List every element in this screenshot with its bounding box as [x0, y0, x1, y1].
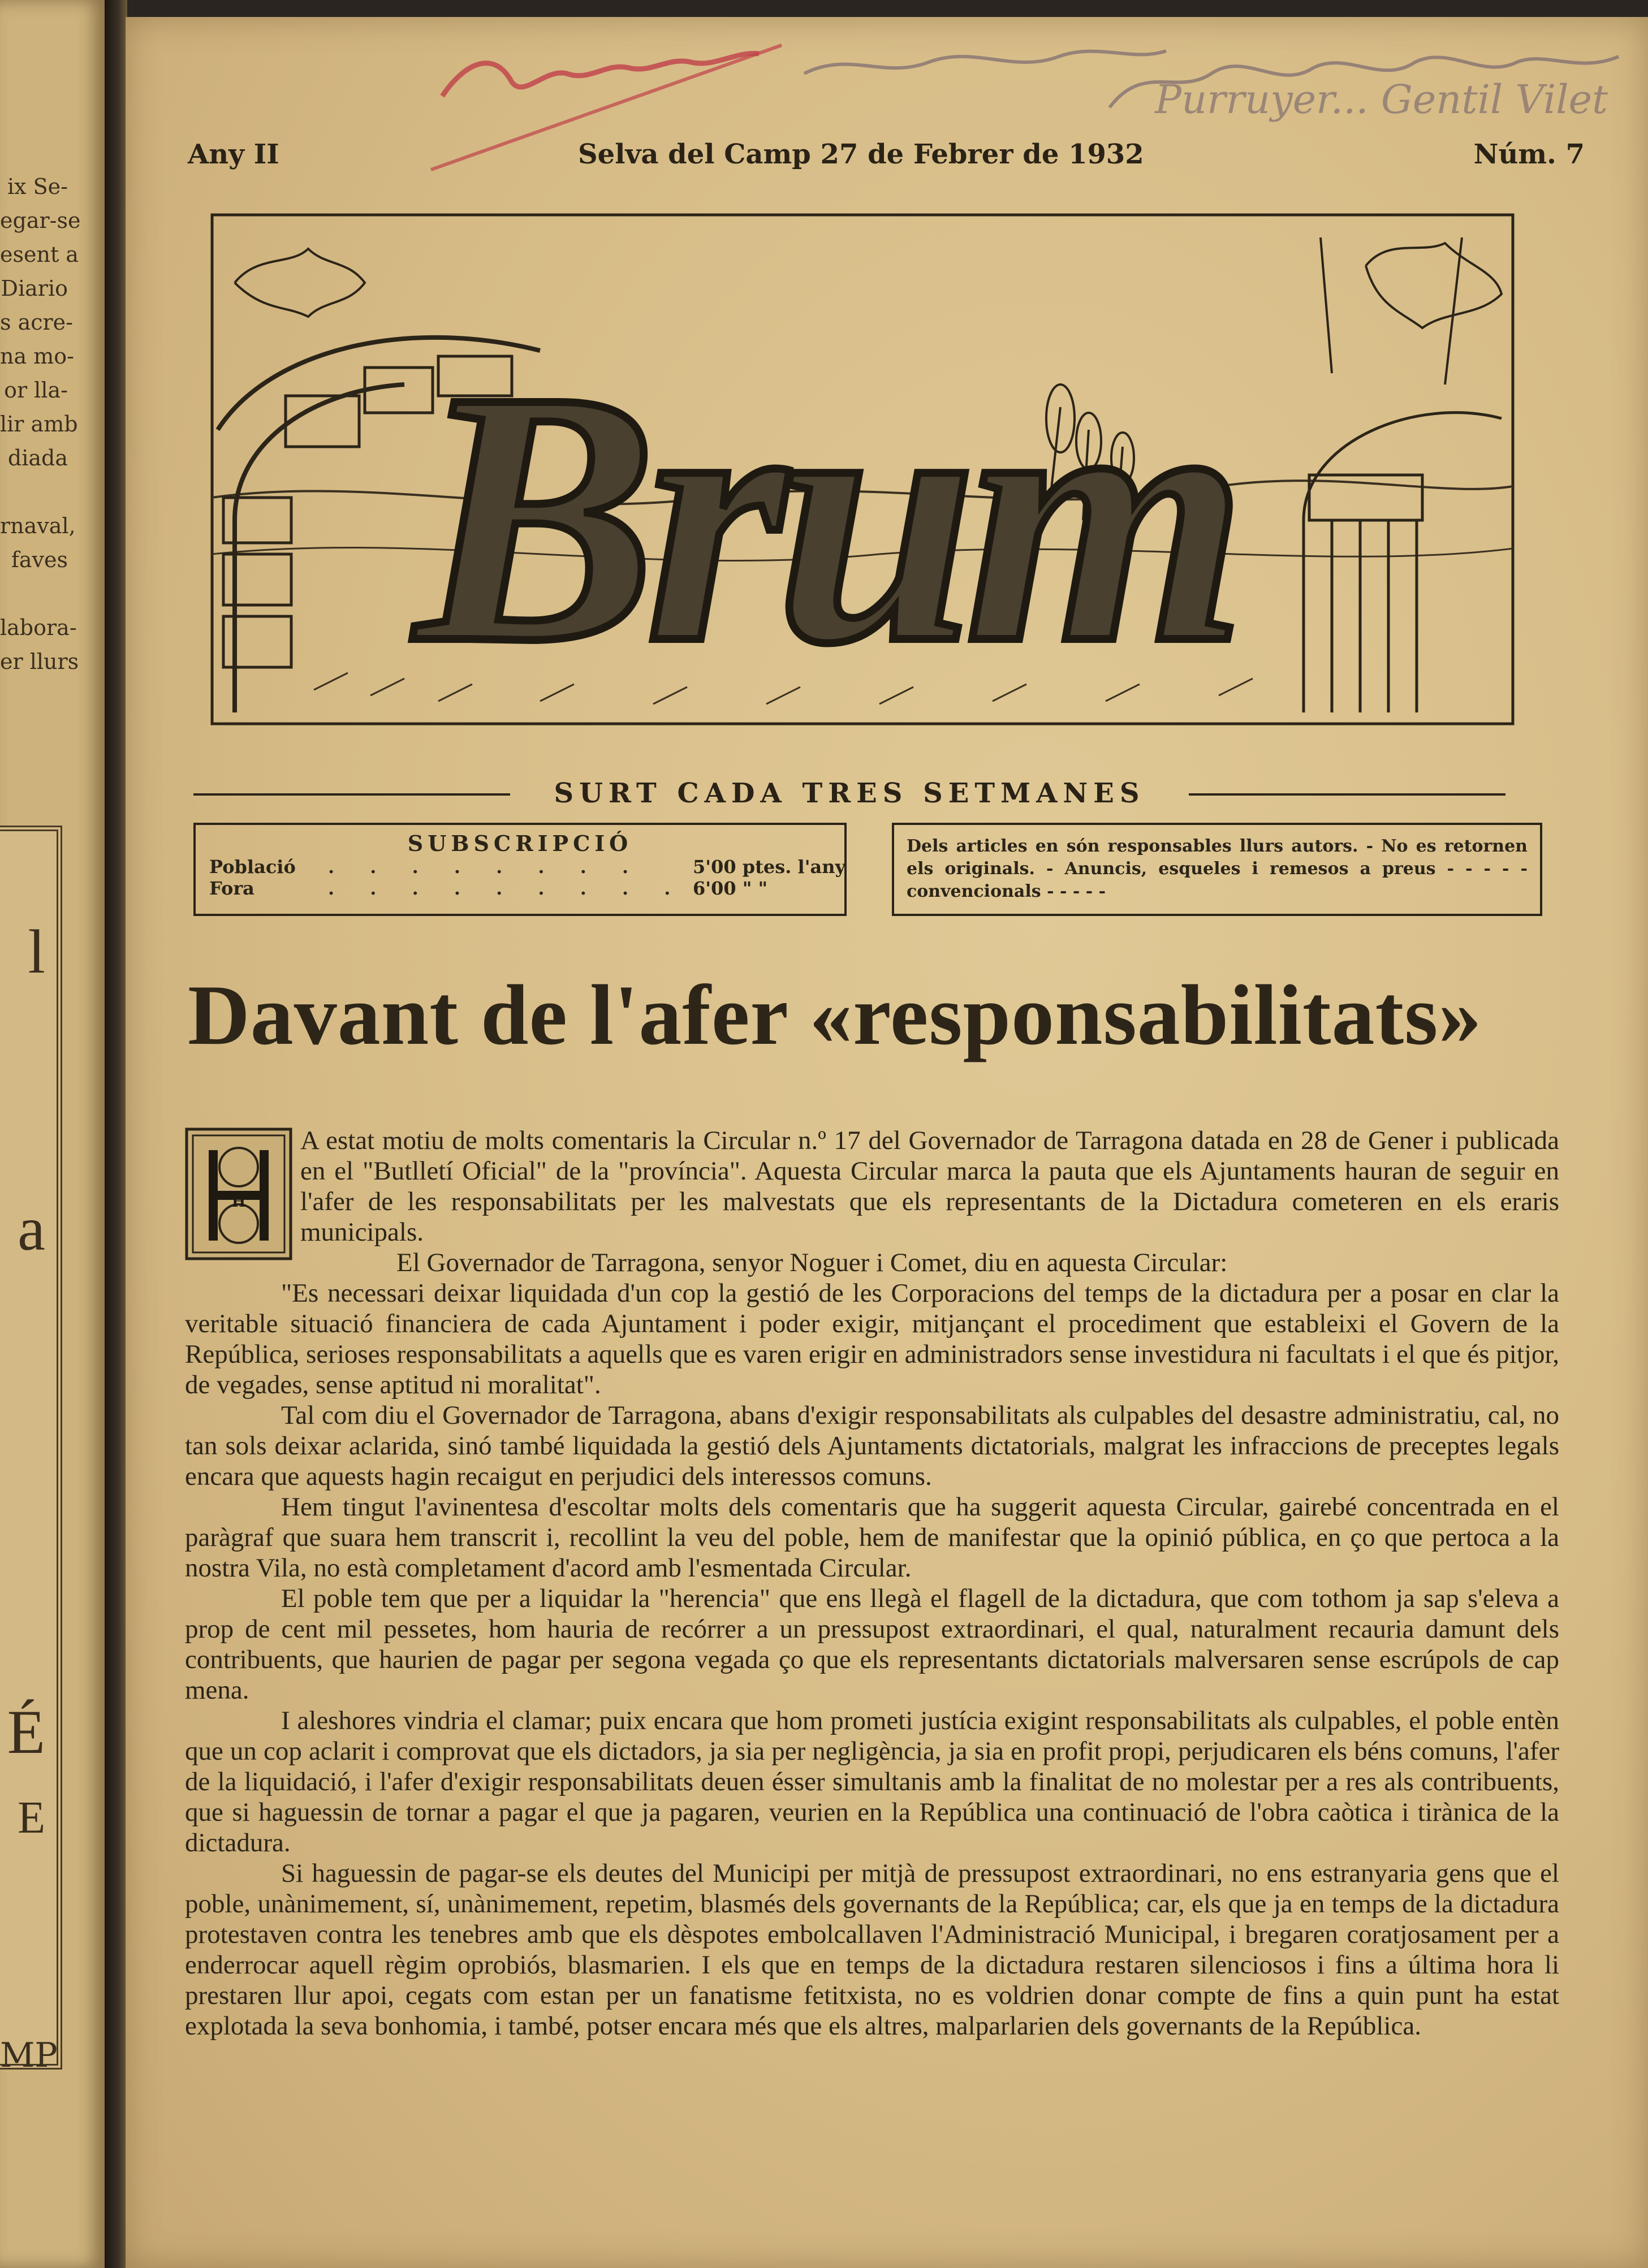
tagline: SURT CADA TRES SETMANES [554, 777, 1145, 809]
tagline-row [193, 777, 1505, 811]
previous-page-line: lir amb [0, 412, 78, 437]
article-paragraph: A estat motiu de molts comentaris la Circular n.º 17 del Governador de Tarragona datada en 28 de Gener i publicada en el "Butlletí Oficial" de la "província". Aquesta Circular marca la pauta que els Ajuntaments hauran de seguir en l'afer de les responsabilitats per les malvestats que els representants de la Dictadura cometeren en els eraris municipals. [300, 1126, 1559, 1247]
article-body [185, 1125, 1559, 2041]
previous-page-line: Diario [1, 276, 68, 301]
previous-page-line: rnaval, [0, 513, 76, 538]
year-label: Any II [188, 139, 279, 170]
ad-glyph: a [18, 1194, 45, 1263]
ad-glyph: E [18, 1793, 45, 1843]
newspaper-page [126, 17, 1648, 2268]
subscription-price: 5'00 ptes. l'any [693, 856, 846, 878]
article-paragraph: "Es necessari deixar liquidada d'un cop la gestió de les Corporacions del temps de la dictadura per a posar en clar la veritable situació financiera de cada Ajuntament i poder exigir, mitjançant el procediment que estableixi el Govern de la República, serioses responsabilitats a aquells que es varen erigir en administradors sense investidura ni facultats i el que és pitjor, de vegades, sense aptitud ni moralitat". [185, 1278, 1559, 1399]
article-paragraph: Tal com diu el Governador de Tarragona, abans d'exigir responsabilitats als culpables del desastre administratiu, cal, no tan sols deixar aclarida, sinó també liquidada la gestió dels Ajuntaments dictatorials, malgrat les infraccions de preceptes legals encara que aquests hagin recaigut en perjudici dels interessos comuns. [185, 1401, 1559, 1491]
place-date: Selva del Camp 27 de Febrer de 1932 [578, 139, 1144, 170]
subscription-row [209, 856, 846, 878]
subscription-price: 6'00 " " [693, 878, 768, 899]
previous-page-line: labora- [0, 615, 77, 640]
previous-page-ad-footer: MP [0, 2036, 58, 2075]
masthead-title: Brum [416, 317, 1236, 718]
editorial-notice: Dels articles en són responsables llurs autors. - No es retornen els originals. - Anuncis, esqueles i remesos a preus - - - - - convencionals - - - - - [892, 823, 1542, 916]
handwriting-text: Purruyer... Gentil Vilet [1155, 76, 1608, 123]
drop-cap-ornament [185, 1127, 292, 1260]
previous-page-line: esent a [0, 242, 79, 267]
drop-cap-letter: H [232, 1192, 245, 1211]
previous-page-line: diada [7, 446, 68, 470]
previous-page-line: or lla- [4, 378, 68, 403]
masthead-illustration [201, 204, 1524, 735]
subscription-row [209, 878, 831, 899]
book-gutter [105, 0, 127, 2268]
article-paragraph: Si haguessin de pagar-se els deutes del Municipi per mitjà de pressupost extraordinari, no ens estranyaria gens que el poble, unànimement, sí, unànimement, repetim, blasmés dels governants de la República; car, els que ja en temps de la dictadura protestaven contra les tenebres amb que els dèspotes embolcallaven l'Administració Municipal, i bregaren coratjosament per a enderrocar aquell règim oprobiós, blasmarien. I els que en temps de la dictadura restaren silenciosos i fins a última hora li prestaren llur apoi, cegats com estan per un fanatisme fetitxista, no es voldrien donar compte de fins a quin punt ha estat explotada la seva bonhomia, i també, potser encara més que els altres, malparlarien dels governants de la República. [185, 1859, 1559, 2041]
previous-page-line: s acre- [0, 310, 74, 335]
previous-page-line: er llurs [0, 649, 79, 674]
subscription-dots: . . . . . . . . . [328, 878, 685, 899]
previous-page-line: na mo- [0, 344, 74, 369]
previous-page-line: egar-se [0, 208, 81, 233]
subscription-label: Fora [209, 878, 254, 899]
subscription-box [193, 823, 847, 916]
previous-page-edge [0, 0, 105, 2268]
previous-page-line [0, 577, 68, 611]
ad-glyph: l [28, 917, 45, 986]
previous-page-line: ix Se- [7, 174, 68, 199]
article-headline: Davant de l'afer «responsabilitats» [188, 967, 1482, 1062]
previous-page-line [0, 475, 68, 509]
article-paragraph: I aleshores vindria el clamar; puix encara que hom prometi justícia exigint responsabilitats als culpables, el poble entèn que un cop aclarit i comprovat que els dictadors, ja sia per negligència, ja sia en profit propi, perjudicaren els béns comuns, l'afer de la liquidació, i l'afer d'exigir responsabilitats deuen ésser simultanis amb la finalitat de no molestar per a res als contribuents, que si haguessin de tornar a pagar el que ja pagaren, veurien en la República una continuació de l'obra caòtica i tirànica de la dictadura. [185, 1706, 1559, 1857]
issue-number: Núm. 7 [1473, 139, 1585, 170]
ad-glyph: É [7, 1697, 45, 1766]
article-paragraph: El poble tem que per a liquidar la "herencia" que ens llegà el flagell de la dictadura, que com tothom ja sap s'eleva a prop de cent mil pessetes, hom hauria de recórrer a un pressupost extraordinari, el qual, naturalment recauria damunt dels contribuents, que haurien de pagar per segona vegada ço que els representants dictatorials malversaren sense escrúpols de cap mena. [185, 1584, 1559, 1705]
masthead-info-row [188, 139, 1585, 184]
previous-page-line: faves [11, 547, 68, 572]
previous-page-ad-frame [0, 826, 62, 2070]
article-paragraph: Hem tingut l'avinentesa d'escoltar molts dels comentaris que ha suggerit aquesta Circular, gairebé concentrada en el paràgraf que suara hem transcrit i, recollint la veu del poble, hem de manifestar que la opinió pública, en ço que pertoca a la nostra Vila, no està completament d'acord amb l'esmentada Circular. [185, 1492, 1559, 1583]
subscription-title: SUBSCRIPCIÓ [407, 831, 633, 856]
subscription-dots: . . . . . . . . [328, 856, 644, 878]
previous-page-text [0, 170, 102, 679]
subscription-label: Població [209, 856, 296, 878]
article-paragraph: El Governador de Tarragona, senyor Noguer i Comet, diu en aquesta Circular: [396, 1248, 1228, 1277]
